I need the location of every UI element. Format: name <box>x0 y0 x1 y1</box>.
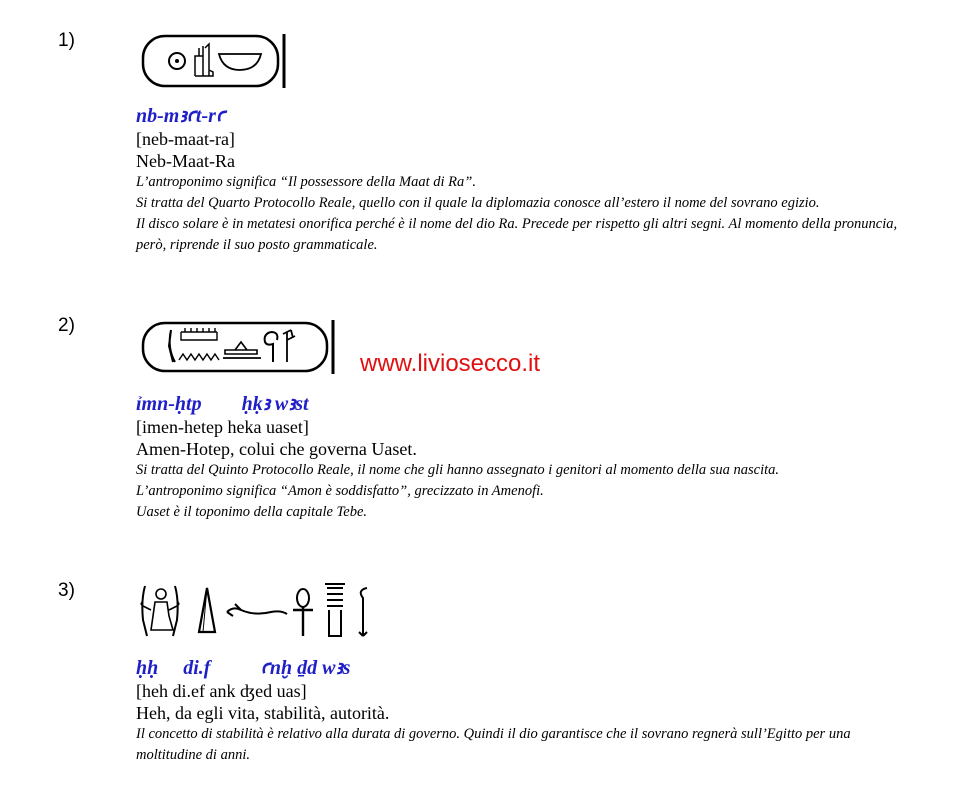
translation: Heh, da egli vita, stabilità, autorità. <box>136 703 390 723</box>
note: L’antroponimo significa “Il possessore della Maat di Ra”. <box>136 174 476 190</box>
transliteration: nb-mꜣꜥt-rꜥ <box>136 105 226 127</box>
cartouche-nb-maat-ra-icon <box>137 32 289 90</box>
note: Si tratta del Quarto Protocollo Reale, quello con il quale la diplomazia conosce all’estero il nome del sovrano egizio. <box>136 195 820 211</box>
transliteration: ḥḥ di.f ꜥnḫ ḏd wꜣs <box>136 657 351 679</box>
pronunciation: [imen-hetep heka uaset] <box>136 417 309 437</box>
hieroglyphs-heh-icon <box>137 580 382 642</box>
note: Uaset è il toponimo della capitale Tebe. <box>136 504 368 520</box>
entry-number: 3) <box>58 580 75 601</box>
pronunciation: [heh di.ef ank ʤed uas] <box>136 681 307 701</box>
note: Il disco solare è in metatesi onorifica perché è il nome del dio Ra. Precede per rispetto gli altri segni. Al momento della pronuncia, però, riprende il suo posto grammaticale. <box>136 216 898 253</box>
note: Si tratta del Quinto Protocollo Reale, il nome che gli hanno assegnato i genitori al momento della sua nascita. <box>136 462 780 478</box>
entry-number: 2) <box>58 315 75 336</box>
entry-number: 1) <box>58 30 75 51</box>
cartouche-imn-htp-icon <box>137 318 337 376</box>
note: L’antroponimo significa “Amon è soddisfatto”, grecizzato in Amenofi. <box>136 483 544 499</box>
translation: Amen-Hotep, colui che governa Uaset. <box>136 439 417 459</box>
note: Il concetto di stabilità è relativo alla durata di governo. Quindi il dio garantisce che il sovrano regnerà sull’Egitto per una moltitudine di anni. <box>136 726 851 763</box>
translation: Neb-Maat-Ra <box>136 151 235 171</box>
transliteration: ỉmn-ḥtp ḥḳꜣ wꜣst <box>136 393 309 415</box>
pronunciation: [neb-maat-ra] <box>136 129 235 149</box>
watermark-link[interactable]: www.liviosecco.it <box>360 350 541 377</box>
